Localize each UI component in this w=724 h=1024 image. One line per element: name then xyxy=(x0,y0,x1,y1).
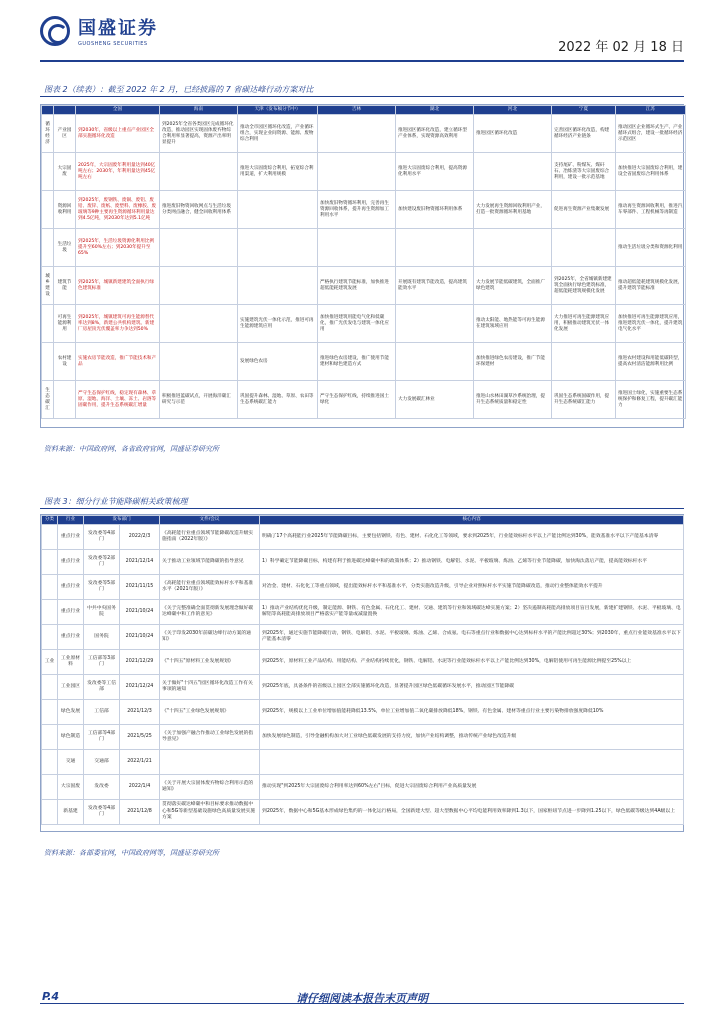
figure3-frame xyxy=(40,514,684,832)
row-date: 2021/12/14 xyxy=(120,550,160,575)
table-cell: 严守生态保护红线，持续推进国土绿化 xyxy=(318,381,396,419)
row-category: 工业 xyxy=(42,650,58,675)
figure2-col-header: 全国 xyxy=(76,106,160,115)
row-subcategory: 大宗固废 xyxy=(54,153,76,191)
row-document: 《关于印发2030年前碳达峰行动方案的通知》 xyxy=(160,625,260,650)
table-cell: 完善园区循环化改造，构建循环经济产业链条 xyxy=(552,115,616,153)
table-cell: 推动园区企业循环式生产、产业循环式组合，建设一批循环经济示范园区 xyxy=(616,115,686,153)
row-content: 推动实现"到2025年大宗固废综合利用率达到60%左右"目标，促进大宗固废综合利用产业高质量发展 xyxy=(260,775,684,800)
row-category: 生态碳汇 xyxy=(42,381,54,419)
table-cell: 加快建设废旧物资循环利用体系 xyxy=(396,191,474,229)
table-cell xyxy=(474,229,552,267)
table-cell: 到2025年，城镇建筑可再生能源替代率达到8%，新建公共机构建筑、新建厂房屋顶光伏覆盖率力争达到50% xyxy=(76,305,160,343)
table-row xyxy=(42,267,686,305)
table-cell: 推进国土绿化，实施重要生态系统保护和修复工程，提升碳汇能力 xyxy=(616,381,686,419)
page-header xyxy=(40,14,684,60)
table-cell: 加快推进可再生能源建筑应用，推进建筑光伏一体化，提升建筑电气化水平 xyxy=(616,305,686,343)
figure3-col-header: 分类 xyxy=(42,516,58,525)
row-category xyxy=(42,625,58,650)
table-cell: 加快推进绿色农房建设，推广节能环保建材 xyxy=(474,343,552,381)
table-row xyxy=(42,750,684,775)
row-category: 循环经济 xyxy=(42,115,54,153)
table-cell: 推动超低能耗建筑规模化发展，提升建筑节能标准 xyxy=(616,267,686,305)
row-department: 中共中央国务院 xyxy=(84,600,120,625)
row-industry: 大宗固废 xyxy=(58,775,84,800)
table-cell xyxy=(160,229,238,267)
row-category xyxy=(42,305,54,343)
figure3-source: 资料来源：各部委官网，中国政府网等，国盛证券研究所 xyxy=(44,849,219,857)
table-cell: 实施农房节能改造，推广节能技术和产品 xyxy=(76,343,160,381)
figure3-col-header: 行业 xyxy=(58,516,84,525)
figure2-source: 资料来源：中国政府网、各省政府官网，国盛证券研究所 xyxy=(44,445,219,453)
row-date: 2021/5/25 xyxy=(120,725,160,750)
table-cell: 促进再生资源产业集聚发展 xyxy=(552,191,616,229)
row-subcategory: 农村建设 xyxy=(54,343,76,381)
table-row xyxy=(42,191,686,229)
row-department: 工信部 xyxy=(84,700,120,725)
row-department: 发改委等2部门 xyxy=(84,550,120,575)
header-divider xyxy=(40,60,684,62)
figure2-table xyxy=(41,105,686,419)
row-category xyxy=(42,229,54,267)
table-row xyxy=(42,625,684,650)
table-cell: 推进绿色农房建设，推广使用节能建材和绿色建造方式 xyxy=(318,343,396,381)
table-cell: 巩固提升森林、湿地、草原、农田等生态系统碳汇能力 xyxy=(238,381,318,419)
table-cell: 严守生态保护红线，稳定现有森林、草原、湿地、海洋、土壤、冻土、岩溶等固碳作用，提升生态系统碳汇增量 xyxy=(76,381,160,419)
table-cell xyxy=(160,305,238,343)
table-row xyxy=(42,800,684,825)
row-content: 到2025年，规模以上工业单位增加值能耗降低13.5%，单位工业增加值二氧化碳排放降低18%，钢铁、有色金属、建材等重点行业主要污染物排放强度降低10% xyxy=(260,700,684,725)
table-cell: 巩固生态系统固碳作用，提升生态系统碳汇能力 xyxy=(552,381,616,419)
row-industry: 新基建 xyxy=(58,800,84,825)
table-row xyxy=(42,675,684,700)
table-cell: 实施建筑光伏一体化示范，推进可再生能源建筑应用 xyxy=(238,305,318,343)
row-department: 国务院 xyxy=(84,625,120,650)
table-cell: 大力发展碳汇林业 xyxy=(396,381,474,419)
table-row xyxy=(42,343,686,381)
table-cell: 推进大宗固废综合利用，拓宽综合利用渠道，扩大利用规模 xyxy=(238,153,318,191)
table-cell xyxy=(238,191,318,229)
table-cell xyxy=(396,305,474,343)
row-category: 城乡建设 xyxy=(42,267,54,305)
row-category xyxy=(42,600,58,625)
row-document: 《高耗能行业重点领域能效标杆水平和基准水平（2021年版）》 xyxy=(160,575,260,600)
figure2-col-header: 宁夏 xyxy=(552,106,616,115)
figure3-col-header: 核心内容 xyxy=(260,516,684,525)
table-cell: 支持尾矿、粉煤灰、煤矸石、冶炼渣等大宗固废综合利用，建设一批示范基地 xyxy=(552,153,616,191)
row-date: 2021/12/3 xyxy=(120,700,160,725)
row-category xyxy=(42,191,54,229)
table-cell: 推动太阳能、地热能等可再生能源在建筑领域应用 xyxy=(474,305,552,343)
row-content: 1）科学确定节能降碳目标，构建有利于推进碳达峰碳中和的政策体系；2）推动钢铁、电解铝、水泥、平板玻璃、炼油、乙烯等行业节能降碳，加快淘汰落后产能，提高能效标杆水平 xyxy=(260,550,684,575)
row-date: 2021/12/8 xyxy=(120,800,160,825)
row-department: 交通部 xyxy=(84,750,120,775)
table-cell xyxy=(396,343,474,381)
table-cell: 到2025年，城镇新建建筑全面执行绿色建筑标准 xyxy=(76,267,160,305)
table-row xyxy=(42,525,684,550)
row-department: 发改委等4部门 xyxy=(84,525,120,550)
row-subcategory: 可再生能源利用 xyxy=(54,305,76,343)
table-cell xyxy=(238,267,318,305)
row-date: 2022/2/3 xyxy=(120,525,160,550)
footer-disclaimer: 请仔细阅读本报告末页声明 xyxy=(296,992,428,1005)
row-industry: 工业园区 xyxy=(58,675,84,700)
row-content: 加快发展绿色制造，引导金融机构加大对工业绿色低碳发展的支持力度，加快产业结构调整，推动传统产业绿色改造升级 xyxy=(260,725,684,750)
figure2-col-header: 江苏 xyxy=(616,106,686,115)
row-industry: 重点行业 xyxy=(58,550,84,575)
figure2-col-header xyxy=(54,106,76,115)
row-industry: 绿色制造 xyxy=(58,725,84,750)
row-document: 《关于完整准确全面贯彻新发展理念做好碳达峰碳中和工作的意见》 xyxy=(160,600,260,625)
logo-mark-icon xyxy=(40,16,70,46)
row-date: 2021/10/24 xyxy=(120,600,160,625)
row-department: 发改委 xyxy=(84,775,120,800)
figure2-col-header: 河北 xyxy=(474,106,552,115)
figure2-col-header: 湖北 xyxy=(396,106,474,115)
table-row xyxy=(42,153,686,191)
table-row xyxy=(42,650,684,675)
table-cell: 开展既有建筑节能改造，提高建筑能效水平 xyxy=(396,267,474,305)
row-category xyxy=(42,775,58,800)
row-content: 到2025年，数据中心和5G基本形成绿色集约的一体化运行格局，全国新建大型、超大型数据中心平均电能利用效率降到1.3以下，国家枢纽节点进一步降到1.25以下，绿色低碳等级达到4A级以上 xyxy=(260,800,684,825)
row-department: 工信部等4部门 xyxy=(84,725,120,750)
row-category xyxy=(42,800,58,825)
row-department: 发改委等5部门 xyxy=(84,575,120,600)
row-department: 工信部等3部门 xyxy=(84,650,120,675)
row-document: 《关于开展大宗固体废弃物综合利用示范的通知》 xyxy=(160,775,260,800)
report-date: 2022 年 02 月 18 日 xyxy=(558,40,684,55)
table-cell xyxy=(552,229,616,267)
row-category xyxy=(42,725,58,750)
table-row xyxy=(42,600,684,625)
table-row xyxy=(42,550,684,575)
row-date: 2022/1/4 xyxy=(120,775,160,800)
table-cell: 推进园区循环化改造，建立循环型产业体系，实现资源高效利用 xyxy=(396,115,474,153)
table-cell: 到2030年，省级以上重点产业园区全部实施循环化改造 xyxy=(76,115,160,153)
table-cell xyxy=(552,343,616,381)
figure3-title: 图表 3：细分行业节能降碳相关政策梳理 xyxy=(44,497,188,506)
row-content xyxy=(260,750,684,775)
table-cell xyxy=(318,229,396,267)
row-content: 到2025年，原材料工业产品结构、用能结构、产业结构持续优化，钢铁、电解铝、水泥等行业能效标杆水平以上产能比例达到30%，电解铝使用可再生能源比例提至25%以上 xyxy=(260,650,684,675)
table-cell xyxy=(318,153,396,191)
figure2-col-header: 海南 xyxy=(160,106,238,115)
page-number: P.4 xyxy=(42,990,60,1003)
table-row xyxy=(42,229,686,267)
row-industry: 重点行业 xyxy=(58,600,84,625)
table-cell: 加快废旧物资循环利用，完善再生资源回收体系，提升再生资源加工利用水平 xyxy=(318,191,396,229)
table-cell: 2025年，大宗固废年利用量达到40亿吨左右；2030年，年利用量达到45亿吨左右 xyxy=(76,153,160,191)
figure3-col-header: 发布部门 xyxy=(84,516,160,525)
row-subcategory: 资源回收利用 xyxy=(54,191,76,229)
row-date: 2021/11/15 xyxy=(120,575,160,600)
table-cell: 加快推进建筑用能电气化和低碳化，推广光伏发电与建筑一体化应用 xyxy=(318,305,396,343)
table-cell xyxy=(160,267,238,305)
figure2-title: 图表 2（续表）：截至 2022 年 2 月，已经披露的 7 省碳达峰行动方案对比 xyxy=(44,85,314,94)
table-cell: 到2025年，生活垃圾资源化利用比例提升至60%左右；到2030年提升至65% xyxy=(76,229,160,267)
table-cell xyxy=(160,153,238,191)
table-cell: 推动再生资源回收利用，推进汽车零部件、工程机械等再制造 xyxy=(616,191,686,229)
row-subcategory: 生活垃圾 xyxy=(54,229,76,267)
table-row xyxy=(42,700,684,725)
row-industry: 重点行业 xyxy=(58,525,84,550)
row-date: 2022/1/21 xyxy=(120,750,160,775)
row-document: 《"十四五"原材料工业发展规划》 xyxy=(160,650,260,675)
table-cell: 推动全市园区循环化改造，产业循环组合，实现企业间资源、能源、废物综合利用 xyxy=(238,115,318,153)
row-subcategory: 产业园区 xyxy=(54,115,76,153)
figure3-table xyxy=(41,515,684,825)
row-department: 发改委等工信部 xyxy=(84,675,120,700)
row-date: 2021/10/24 xyxy=(120,625,160,650)
table-row xyxy=(42,305,686,343)
table-cell: 大力发展再生资源回收利用产业，打造一批资源循环利用基地 xyxy=(474,191,552,229)
table-cell: 推动生活垃圾分类和资源化利用 xyxy=(616,229,686,267)
row-content: 1）推动产业结构优化升级，制定能源、钢铁、有色金属、石化化工、建材、交通、建筑等行业和领域碳达峰实施方案；2）坚决遏制高耗能高排放项目盲目发展，新建扩建钢铁、水泥、平板玻璃、电解铝等高耗能高排放项目严格落实产能等量或减量置换 xyxy=(260,600,684,625)
row-category xyxy=(42,153,54,191)
table-cell: 大力推进可再生能源建筑应用，积极推动建筑光伏一体化发展 xyxy=(552,305,616,343)
row-category xyxy=(42,550,58,575)
table-cell: 严格执行建筑节能标准，加快推进超低能耗建筑发展 xyxy=(318,267,396,305)
row-content: 到2025年，通过实施节能降碳行动，钢铁、电解铝、水泥、平板玻璃、炼油、乙烯、合成氨、电石等重点行业和数据中心达到标杆水平的产能比例超过30%；到2030年，重点行业能效基准水平以下产能基本清零 xyxy=(260,625,684,650)
row-category xyxy=(42,675,58,700)
figure2-col-header: 吉林 xyxy=(318,106,396,115)
row-content: 到2025年底，具备条件的省级以上园区全部实施循环化改造，显著提升园区绿色低碳循环发展水平，推动园区节能降碳 xyxy=(260,675,684,700)
row-document: 关于做好"十四五"园区循环化改造工作有关事项的通知 xyxy=(160,675,260,700)
row-date: 2021/12/24 xyxy=(120,675,160,700)
logo-cn: 国盛证券 xyxy=(78,18,158,39)
row-industry: 重点行业 xyxy=(58,625,84,650)
row-category xyxy=(42,343,54,381)
logo-en: GUOSHENG SECURITIES xyxy=(78,41,148,47)
table-cell: 到2025年，全省城镇新建建筑全面执行绿色建筑标准，超低能耗建筑规模化发展 xyxy=(552,267,616,305)
table-cell: 到2025年，废钢铁、废铜、废铝、废铅、废锌、废纸、废塑料、废橡胶、废玻璃等9种主要再生资源循环利用量达到4.5亿吨，到2030年达到5.1亿吨 xyxy=(76,191,160,229)
figure2-frame xyxy=(40,104,684,428)
table-cell: 发展绿色农房 xyxy=(238,343,318,381)
figure2-col-header xyxy=(42,106,54,115)
row-industry: 绿色发展 xyxy=(58,700,84,725)
table-cell: 推进山水林田湖草沙系统治理，提升生态系统质量和稳定性 xyxy=(474,381,552,419)
row-industry: 工业原材料 xyxy=(58,650,84,675)
table-cell: 到2025年全省各类园区完成循环化改造，推动园区实现固体废弃物综合利用率显著提高，资源产出率明显提升 xyxy=(160,115,238,153)
row-category xyxy=(42,750,58,775)
row-document: 贯彻落实碳达峰碳中和目标要求推动数据中心和5G等新型基础设施绿色高质量发展实施方案 xyxy=(160,800,260,825)
row-subcategory xyxy=(54,381,76,419)
table-cell xyxy=(318,115,396,153)
table-cell xyxy=(396,229,474,267)
table-row xyxy=(42,115,686,153)
table-row xyxy=(42,775,684,800)
row-industry: 重点行业 xyxy=(58,575,84,600)
company-logo xyxy=(40,14,158,47)
table-cell: 推进废旧物资回收网点与生活垃圾分类网点融合，健全回收利用体系 xyxy=(160,191,238,229)
figure3-col-header: 文件/会议 xyxy=(160,516,260,525)
row-document xyxy=(160,750,260,775)
row-content: 对冶金、建材、石化化工等重点领域，提出能效标杆水平和基准水平，分类实施改造升级，引导企业对照标杆水平实施节能降碳改造，推动行业整体能效水平提升 xyxy=(260,575,684,600)
row-date: 2021/12/29 xyxy=(120,650,160,675)
table-cell xyxy=(238,229,318,267)
row-subcategory: 建筑节能 xyxy=(54,267,76,305)
row-category xyxy=(42,700,58,725)
row-document: 《关于加强产融合作推动工业绿色发展的指导意见》 xyxy=(160,725,260,750)
table-cell: 加快推进大宗固废综合利用，建设全省固废综合利用体系 xyxy=(616,153,686,191)
table-cell xyxy=(474,153,552,191)
figure2-col-header: 天津（发布稿分节中） xyxy=(238,106,318,115)
table-cell: 推进大宗固废综合利用，提高资源化利用水平 xyxy=(396,153,474,191)
row-document: 关于推动工业领域节能降碳的指导意见 xyxy=(160,550,260,575)
figure2-topbar xyxy=(40,96,684,97)
table-cell: 推进园区循环化改造 xyxy=(474,115,552,153)
row-industry: 交通 xyxy=(58,750,84,775)
table-cell xyxy=(160,343,238,381)
row-department: 发改委等4部门 xyxy=(84,800,120,825)
row-document: 《"十四五"工业绿色发展规划》 xyxy=(160,700,260,725)
figure3-topbar xyxy=(40,508,684,509)
row-category xyxy=(42,525,58,550)
table-cell: 大力发展节能低碳建筑，全面推广绿色建筑 xyxy=(474,267,552,305)
row-document: 《高耗能行业重点领域节能降碳改造升级实施指南（2022年版）》 xyxy=(160,525,260,550)
table-row xyxy=(42,381,686,419)
table-row xyxy=(42,575,684,600)
row-content: 明确了17个高耗能行业2025年节能降碳目标，主要包括钢铁、有色、建材、石化化工等领域，要求到2025年，行业能效标杆水平以上产能比例达到30%，能效基准水平以下产能基本清零 xyxy=(260,525,684,550)
table-cell: 推进农村建设和用能低碳转型，提高农村清洁能源利用比例 xyxy=(616,343,686,381)
table-row xyxy=(42,725,684,750)
row-category xyxy=(42,575,58,600)
table-cell: 积极推进蓝碳试点，开展海洋碳汇研究与示范 xyxy=(160,381,238,419)
